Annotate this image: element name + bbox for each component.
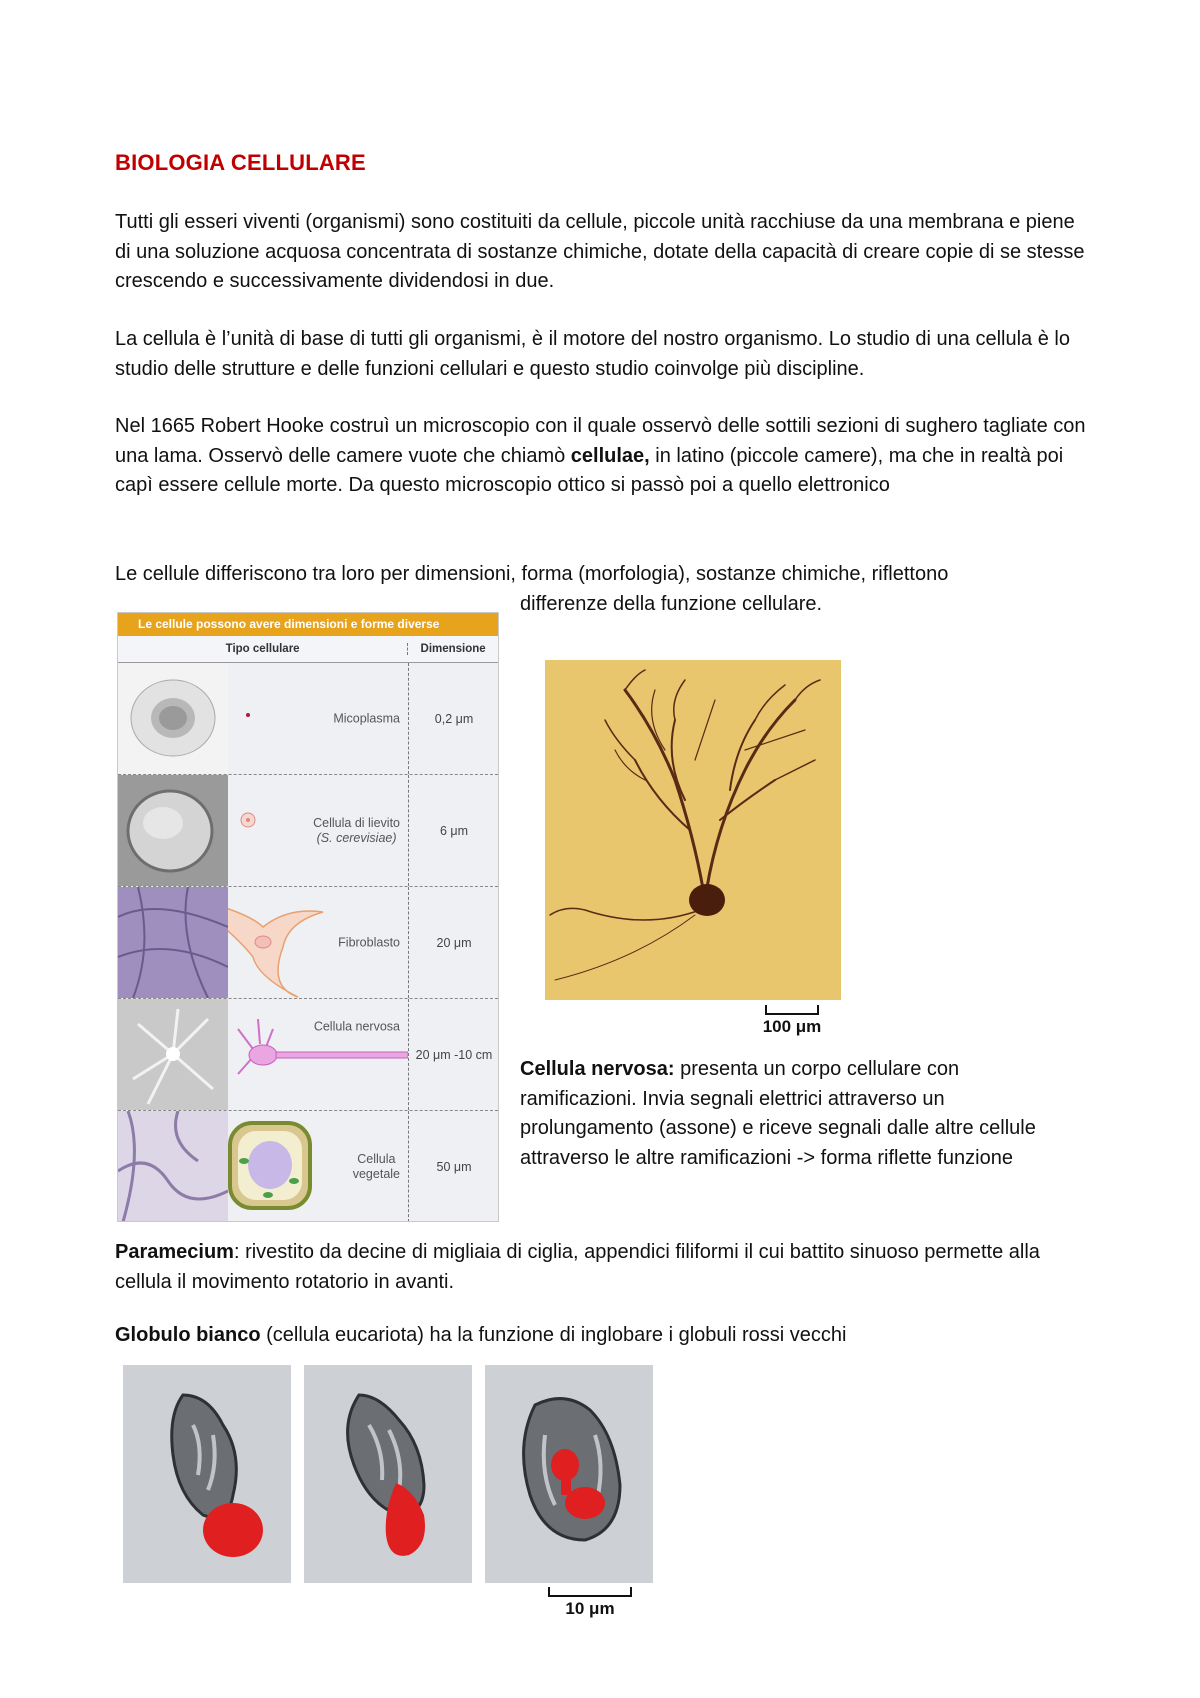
table-row: [118, 999, 498, 1111]
column-type: Tipo cellulare: [225, 643, 300, 655]
row-name: Cellula di lievito (S. cerevisiae): [313, 815, 400, 845]
wbc-scale-bar: [540, 1587, 640, 1619]
row-size: 20 μm: [408, 887, 499, 998]
wbc-bold: Globulo bianco: [115, 1324, 261, 1346]
plant-cell-micrograph: [118, 1111, 228, 1222]
mycoplasma-micrograph: [118, 663, 228, 774]
wbc-text: (cellula eucariota) ha la funzione di inglobare i globuli rossi vecchi: [260, 1324, 847, 1346]
row-name: Fibroblasto: [338, 935, 400, 949]
column-size: Dimensione: [407, 643, 498, 655]
nerve-cell-text: presenta un corpo cellulare con ramificazioni. Invia segnali elettrici attraverso un prolungamento (assone) e riceve segnali dalle altre cellule attraverso le altre ramificazioni -> forma riflette funzione: [520, 1058, 1036, 1169]
wbc-scale-label: 10 μm: [565, 1599, 615, 1618]
table-row: [118, 663, 498, 775]
paramecium-bold: Paramecium: [115, 1241, 234, 1263]
row-size: 0,2 μm: [408, 663, 499, 774]
paragraph-white-blood-cell: [115, 1321, 1090, 1351]
nerve-cell-bold: Cellula nervosa:: [520, 1058, 675, 1080]
row-size: 20 μm - 10 cm: [408, 999, 499, 1110]
table-header: Le cellule possono avere dimensioni e forme diverse: [118, 613, 498, 636]
row-name: Cellula nervosa: [313, 1019, 400, 1034]
fibroblast-micrograph: [118, 887, 228, 998]
neuron-scale-bar: [757, 1005, 827, 1037]
wbc-frame-1: [123, 1365, 291, 1583]
yeast-micrograph: [118, 775, 228, 886]
paragraph-differences: [115, 560, 1090, 619]
hooke-cellulae-bold: cellulae,: [570, 444, 650, 467]
table-row: [118, 1111, 498, 1222]
nerve-cell-description: [520, 1055, 1080, 1173]
row-name: Cellula vegetale: [352, 1151, 400, 1181]
page-title: BIOLOGIA CELLULARE: [115, 150, 366, 175]
row-size: 6 μm: [408, 775, 499, 886]
wbc-frame-3: [485, 1365, 653, 1583]
hooke-text-b: in latino (piccole camere), ma che in realtà poi capì essere cellule morte. Da questo microscopio ottico si passò poi a quello elettronico: [115, 444, 1064, 496]
paramecium-text: : rivestito da decine di migliaia di ciglia, appendici filiformi il cui battito sinuoso permette alla cellula il movimento rotatorio in avanti.: [115, 1241, 1040, 1293]
table-row: [118, 887, 498, 999]
neuron-micrograph: [118, 999, 228, 1110]
differences-line-2: differenze della funzione cellulare.: [520, 592, 823, 615]
row-size: 50 μm: [408, 1111, 499, 1222]
table-column-headers: [118, 636, 498, 663]
neuron-scale-label: 100 μm: [762, 1017, 822, 1036]
paragraph-paramecium: [115, 1238, 1090, 1297]
hooke-text-a: Nel 1665 Robert Hooke costruì un microscopio con il quale osservò delle sottili sezioni di sughero tagliate con una lama. Osservò delle camere vuote che chiamò: [115, 415, 1086, 467]
wbc-frame-2: [304, 1365, 472, 1583]
paragraph-cell-unit: La cellula è l’unità di base di tutti gli organismi, è il motore del nostro organismo. Lo studio di una cellula è lo studio delle strutture e delle funzioni cellulari e questo studio coinvolge più discipline.: [115, 328, 1070, 380]
row-name: Micoplasma: [333, 711, 400, 725]
differences-line-1: Le cellule differiscono tra loro per dimensioni, forma (morfologia), sostanze chimiche, riflettono: [115, 563, 949, 585]
paragraph-hooke: [115, 412, 1090, 501]
paragraph-intro: Tutti gli esseri viventi (organismi) sono costituiti da cellule, piccole unità racchiuse da una membrana e piene di una soluzione acquosa concentrata di sostanze chimiche, dotate della capacità di creare copie di se stesse crescendo e successivamente dividendosi in due.: [115, 211, 1085, 292]
cell-types-table-figure: [117, 612, 499, 1222]
purkinje-neuron-photo: [545, 660, 841, 1000]
table-row: [118, 775, 498, 887]
